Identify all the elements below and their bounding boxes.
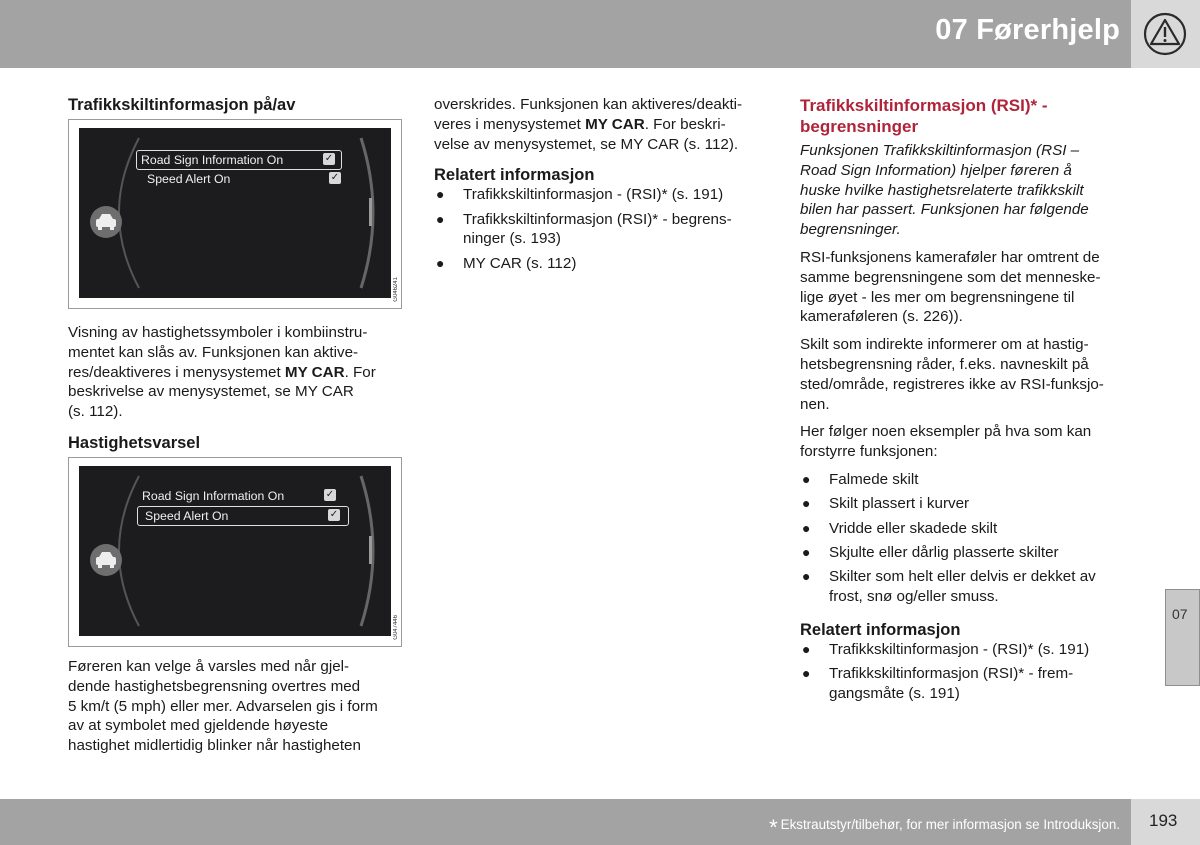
- bullet-icon: ●: [802, 640, 811, 657]
- text-line: dende hastighetsbegrensning overtres med: [68, 677, 361, 695]
- car-icon: [89, 205, 123, 239]
- bold-term: MY CAR: [585, 115, 645, 133]
- link-text: ninger (s. 193): [463, 230, 561, 248]
- chapter-tab-label: 07: [1172, 606, 1188, 622]
- text-line: overskrides. Funksjonen kan aktiveres/deakti-: [434, 96, 743, 113]
- menu-row-label: Road Sign Information On: [141, 153, 284, 167]
- menu-row-speed-alert[interactable]: [137, 506, 349, 526]
- text-line: lige øyet - les mer om begrensningene til: [800, 288, 1075, 306]
- related-link[interactable]: [434, 254, 769, 274]
- heading-line: begrensninger: [800, 117, 919, 136]
- related-link[interactable]: [800, 664, 1130, 704]
- section-heading-rsi-limitations: [800, 95, 1130, 137]
- item-text: Skilt plassert i kurver: [829, 495, 970, 513]
- paragraph: [434, 95, 769, 154]
- link-text: Trafikkskiltinformasjon (RSI)* - frem-: [829, 665, 1074, 683]
- text-line: . For: [344, 363, 376, 381]
- page-number: 193: [1149, 811, 1178, 830]
- text-line: Føreren kan velge å varsles med når gjel-: [68, 657, 350, 675]
- text-line: velse av menysystemet, se MY CAR (s. 112).: [434, 135, 739, 153]
- footer-note: [769, 815, 1120, 841]
- related-info-heading: Relatert informasjon: [800, 620, 961, 639]
- item-text: Skjulte eller dårlig plasserte skilter: [829, 543, 1059, 561]
- link-text: Trafikkskiltinformasjon - (RSI)* (s. 191): [829, 640, 1090, 658]
- bullet-icon: ●: [436, 254, 445, 271]
- column-3: [800, 95, 1130, 712]
- paragraph: [68, 657, 403, 756]
- bullet-icon: ●: [802, 568, 811, 585]
- checkbox-checked-icon[interactable]: ✓: [330, 172, 340, 183]
- list-item: [800, 543, 1130, 563]
- item-text: frost, snø og/eller smuss.: [829, 587, 999, 605]
- bullet-icon: ●: [802, 470, 811, 487]
- checkbox-checked-icon[interactable]: ✓: [329, 508, 339, 520]
- text-line: . For beskri-: [644, 115, 726, 133]
- menu-row-label: Speed Alert On: [147, 172, 231, 186]
- footnote-text: Ekstrautstyr/tilbehør, for mer informasjon se Introduksjon.: [780, 817, 1120, 832]
- link-text: MY CAR (s. 112): [463, 254, 577, 272]
- text-line: mentet kan slås av. Funksjonen kan aktive-: [68, 343, 359, 361]
- bold-term: MY CAR: [284, 363, 345, 381]
- text-line: RSI-funksjonens kameraføler har omtrent de: [800, 248, 1100, 266]
- figure-id: G047446: [393, 615, 399, 640]
- bullet-icon: ●: [802, 495, 811, 512]
- text-line: kameraføleren (s. 226)).: [800, 308, 963, 326]
- text-line: samme begrensningene som det menneske-: [800, 268, 1101, 286]
- text-line: veres i menysystemet: [434, 115, 586, 133]
- chapter-side-tab[interactable]: [1165, 589, 1200, 686]
- related-link[interactable]: [434, 185, 769, 205]
- text-line: forstyrre funksjonen:: [800, 443, 938, 461]
- paragraph: [800, 422, 1130, 462]
- text-line: 5 km/t (5 mph) eller mer. Advarselen gis i form: [68, 697, 378, 715]
- checkbox-checked-icon[interactable]: ✓: [325, 488, 335, 500]
- menu-row-label: Speed Alert On: [145, 508, 229, 523]
- menu-row-speed-alert[interactable]: [143, 170, 347, 188]
- related-links-list: [800, 640, 1130, 704]
- text-line: hastighet midlertidig blinker når hastigheten: [68, 737, 361, 755]
- column-2: [434, 95, 769, 282]
- text-line: Visning av hastighetssymboler i kombiinstru-: [68, 324, 368, 341]
- text-line: (s. 112).: [68, 403, 123, 421]
- chapter-title: 07 Førerhjelp: [935, 14, 1120, 46]
- item-text: Vridde eller skadede skilt: [829, 519, 998, 537]
- asterisk-mark: *: [769, 815, 778, 840]
- text-line: Her følger noen eksempler på hva som kan: [800, 423, 1092, 441]
- text-line: Funksjonen Trafikkskiltinformasjon (RSI –: [800, 142, 1080, 159]
- related-links-list: [434, 185, 769, 273]
- screen-figure-2: [68, 457, 402, 647]
- heading-line: Trafikkskiltinformasjon (RSI)* -: [800, 96, 1048, 115]
- item-text: Skilter som helt eller delvis er dekket av: [829, 568, 1096, 586]
- paragraph: [800, 248, 1130, 327]
- paragraph: [800, 335, 1130, 414]
- warning-triangle-icon: [1143, 12, 1187, 56]
- column-1: [68, 96, 403, 764]
- header-icon-box: [1131, 0, 1200, 68]
- bullet-icon: ●: [436, 210, 445, 227]
- text-line: hetsbegrensning råder, f.eks. navneskilt på: [800, 355, 1089, 373]
- text-line: Skilt som indirekte informerer om at hastig-: [800, 336, 1089, 354]
- item-text: Falmede skilt: [829, 470, 919, 488]
- text-line: beskrivelse av menysystemet, se MY CAR: [68, 383, 354, 401]
- text-line: begrensninger.: [800, 221, 901, 239]
- list-item: [800, 519, 1130, 539]
- bullet-icon: ●: [436, 186, 445, 203]
- text-line: res/deaktiveres i menysystemet: [68, 363, 285, 381]
- menu-row-road-sign-info[interactable]: [138, 487, 342, 505]
- menu-row-label: Road Sign Information On: [142, 488, 285, 503]
- section-heading-speed-alert: Hastighetsvarsel: [68, 433, 201, 452]
- bullet-icon: ●: [802, 665, 811, 682]
- text-line: Road Sign Information) hjelper føreren å: [800, 161, 1072, 179]
- list-item: [800, 567, 1130, 607]
- bullet-icon: ●: [802, 543, 811, 560]
- text-line: huske hvilke hastighetsrelaterte trafikkskilt: [800, 181, 1084, 199]
- list-item: [800, 494, 1130, 514]
- display-screen: [79, 466, 391, 636]
- screen-figure-1: [68, 119, 402, 309]
- intro-paragraph: [800, 141, 1130, 240]
- paragraph: [68, 323, 403, 422]
- examples-list: [800, 470, 1130, 607]
- link-text: Trafikkskiltinformasjon - (RSI)* (s. 191): [463, 186, 724, 204]
- bullet-icon: ●: [802, 519, 811, 536]
- link-text: Trafikkskiltinformasjon (RSI)* - begrens-: [463, 210, 732, 228]
- text-line: bilen har passert. Funksjonen har følgende: [800, 201, 1089, 219]
- list-item: [800, 470, 1130, 490]
- car-icon: [89, 543, 123, 577]
- link-text: gangsmåte (s. 191): [829, 684, 960, 702]
- figure-id: G046241: [393, 277, 399, 302]
- page-number-box: [1131, 799, 1200, 845]
- text-line: av at symbolet med gjeldende høyeste: [68, 717, 329, 735]
- display-screen: [79, 128, 391, 298]
- menu-row-road-sign-info[interactable]: [136, 150, 342, 170]
- related-link[interactable]: [800, 640, 1130, 660]
- text-line: sted/område, registreres ikke av RSI-funksjo-: [800, 375, 1104, 393]
- checkbox-checked-icon[interactable]: ✓: [324, 153, 334, 164]
- text-line: nen.: [800, 395, 830, 413]
- related-link[interactable]: [434, 210, 769, 250]
- section-heading-rsi-on-off: Trafikkskiltinformasjon på/av: [68, 96, 296, 114]
- related-info-heading: Relatert informasjon: [434, 166, 595, 185]
